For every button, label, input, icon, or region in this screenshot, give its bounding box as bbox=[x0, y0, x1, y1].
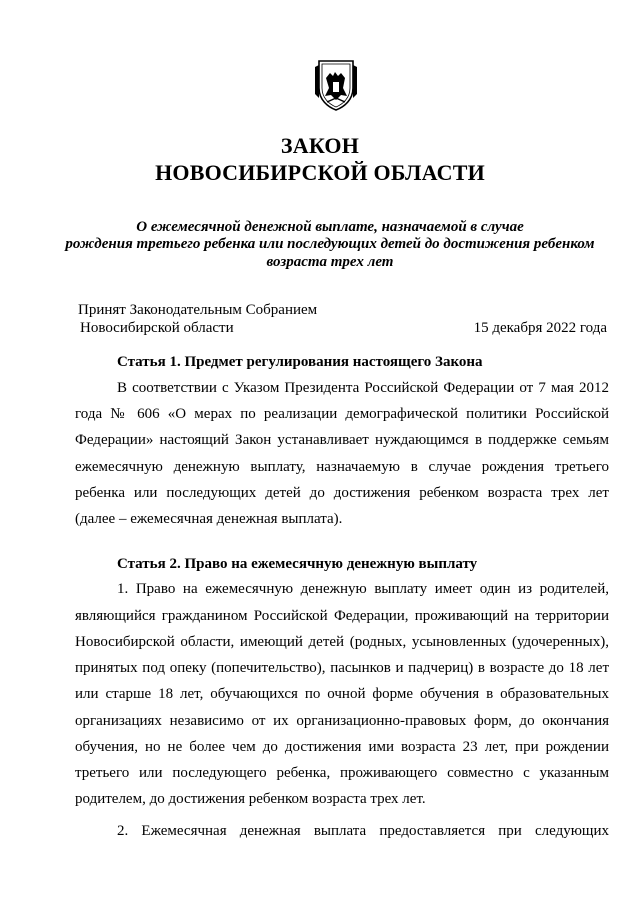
paragraph-line: родителем, до достижения ребенком возраста трех лет. bbox=[75, 791, 426, 807]
paragraph-line: принятых под опеку (попечительство), пасынков и падчериц) в возрасте до 18 лет bbox=[75, 660, 609, 676]
subject-line: О ежемесячной денежной выплате, назначаемой в случае bbox=[136, 219, 524, 235]
subject-line: возраста трех лет bbox=[266, 254, 394, 270]
adoption-line: Принят Законодательным Собранием bbox=[78, 302, 318, 318]
paragraph-line: или старше 18 лет, обучающихся по очной форме обучения в образовательных bbox=[75, 686, 609, 702]
paragraph-line: Новосибирской области, имеющий детей (родных, усыновленных (удочеренных), bbox=[75, 634, 609, 650]
article-title: Статья 2. Право на ежемесячную денежную выплату bbox=[117, 556, 478, 572]
paragraph-line: обучения, но не более чем до достижения ими возраста 23 лет, при рождении bbox=[75, 739, 609, 755]
coat-of-arms-icon bbox=[313, 58, 359, 112]
paragraph-line: ежемесячную денежную выплату, назначаемую в случае рождения третьего bbox=[75, 459, 609, 475]
law-title: ЗАКОН bbox=[280, 133, 360, 158]
paragraph-line: 2. Ежемесячная денежная выплата предоставляется при следующих bbox=[117, 823, 609, 839]
paragraph-line: (далее – ежемесячная денежная выплата). bbox=[75, 511, 343, 527]
paragraph-line: В соответствии с Указом Президента Российской Федерации от 7 мая 2012 bbox=[117, 380, 609, 396]
article-title: Статья 1. Предмет регулирования настоящего Закона bbox=[117, 354, 483, 370]
paragraph-line: Федерации» настоящий Закон устанавливает нуждающимся в поддержке семьям bbox=[75, 432, 609, 448]
adoption-line: Новосибирской области bbox=[80, 320, 234, 336]
paragraph-line: ребенка или последующих детей до достижения ребенком возраста трех лет bbox=[75, 485, 609, 501]
paragraph-line: организациях независимо от их организационно-правовых форм, до окончания bbox=[75, 713, 609, 729]
paragraph-line: являющийся гражданином Российской Федерации, проживающий на территории bbox=[75, 608, 609, 624]
region-title: НОВОСИБИРСКОЙ ОБЛАСТИ bbox=[155, 160, 485, 185]
paragraph-line: третьего или последующего ребенка, проживающего совместно с указанным bbox=[75, 765, 609, 781]
paragraph-line: года № 606 «О мерах по реализации демографической политики Российской bbox=[75, 406, 609, 422]
subject-line: рождения третьего ребенка или последующих детей до достижения ребенком bbox=[65, 236, 595, 252]
paragraph-line: 1. Право на ежемесячную денежную выплату имеет один из родителей, bbox=[117, 581, 609, 597]
adoption-date: 15 декабря 2022 года bbox=[473, 320, 607, 336]
